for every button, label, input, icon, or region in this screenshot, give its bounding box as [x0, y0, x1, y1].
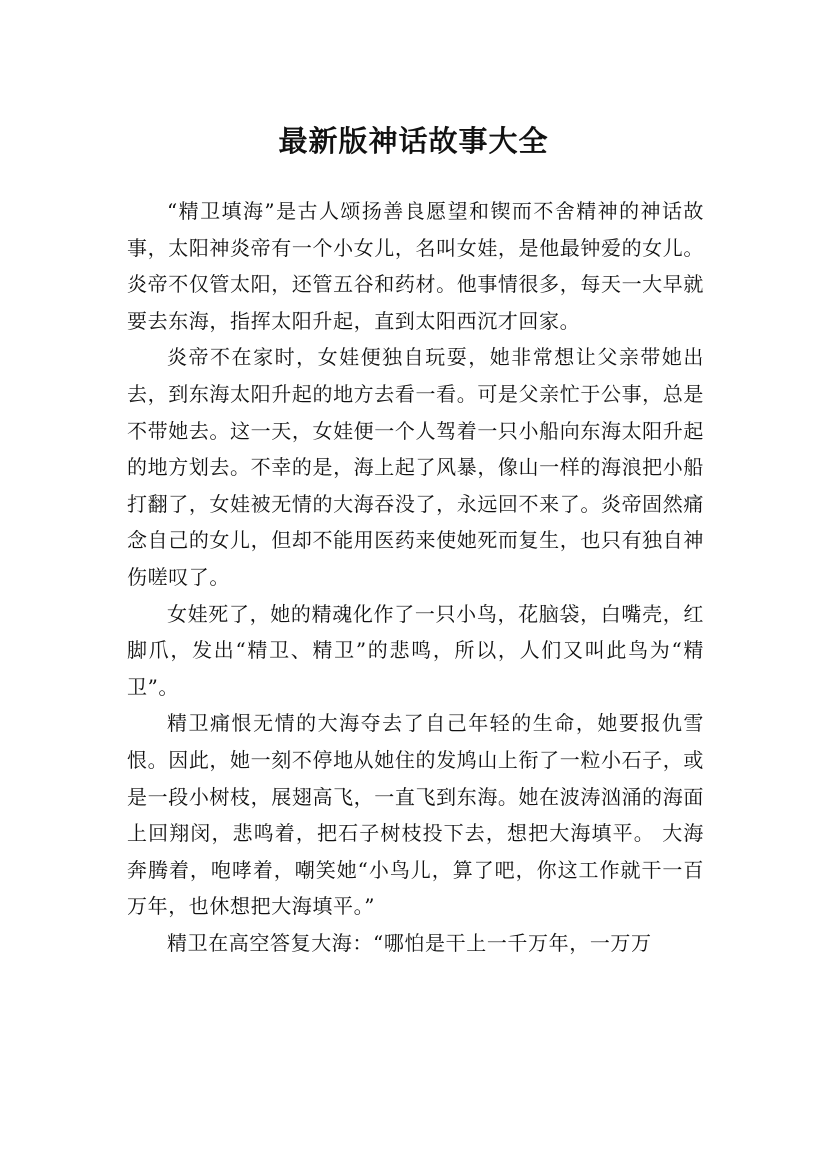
paragraph-1: “精卫填海”是古人颂扬善良愿望和锲而不舍精神的神话故事，太阳神炎帝有一个小女儿，名叫女娃，是他最钟爱的女儿。炎帝不仅管太阳，还管五谷和药材。他事情很多，每天一大早就要去东海，指挥太阳升起，直到太阳西沉才回家。 [127, 199, 704, 333]
paragraph-3: 女娃死了，她的精魂化作了一只小鸟，花脑袋，白嘴壳，红脚爪，发出“精卫、精卫”的悲鸣，所以，人们又叫此鸟为“精卫”。 [127, 601, 704, 699]
document-body [127, 193, 704, 961]
document-title: 最新版神话故事大全 [278, 124, 549, 159]
paragraph-2: 炎帝不在家时，女娃便独自玩耍，她非常想让父亲带她出去，到东海太阳升起的地方去看一看。可是父亲忙于公事，总是不带她去。这一天，女娃便一个人驾着一只小船向东海太阳升起的地方划去。不幸的是，海上起了风暴，像山一样的海浪把小船打翻了，女娃被无情的大海吞没了，永远回不来了。炎帝固然痛念自己的女儿，但却不能用医药来使她死而复生，也只有独自神伤嗟叹了。 [127, 345, 704, 589]
paragraph-4: 精卫痛恨无情的大海夺去了自己年轻的生命，她要报仇雪恨。因此，她一刻不停地从她住的发鸠山上衔了一粒小石子，或是一段小树枝，展翅高飞，一直飞到东海。她在波涛汹涌的海面上回翔闵，悲鸣着，把石子树枝投下去，想把大海填平。 大海奔腾着，咆哮着，嘲笑她“小鸟儿，算了吧，你这工作就干一百万年，也休想把大海填平。” [127, 711, 704, 919]
paragraph-5: 精卫在高空答复大海：“哪怕是干上一千万年，一万万 [167, 930, 652, 955]
